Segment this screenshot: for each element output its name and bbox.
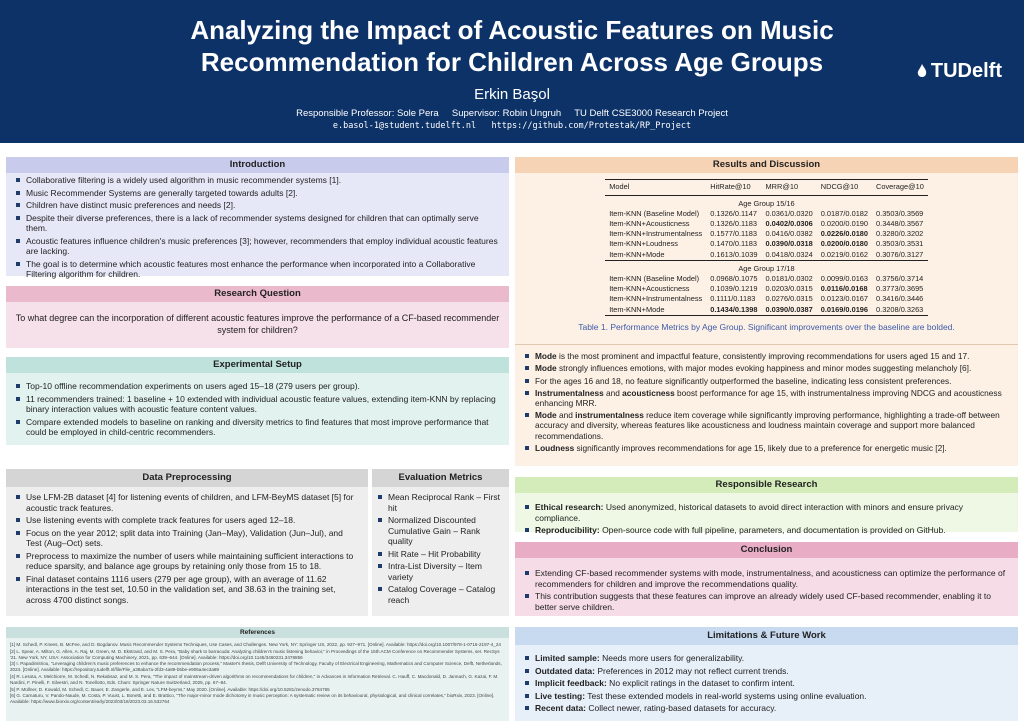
- table-cell: Item-KNN+Mode: [609, 249, 665, 259]
- table-cell: 0.0099/0.0163: [820, 273, 869, 283]
- table-cell: Item-KNN+Acousticness: [609, 218, 690, 228]
- data-preprocessing-section: [6, 469, 368, 616]
- table-cell: 0.0200/0.0180: [820, 239, 869, 249]
- list-item: Use listening events with complete track features for users aged 12–18.: [14, 515, 360, 526]
- reference-item: [6] G. Carnaturu, V. Pando-Naude, M. Costa, P. Vuust, L. Bonetti, and E. Brattico, "The major-minor mode dichotomy in music perception: A systematic review on its behavioural, physiological, and clinical correlates," bioRxiv, 2023. [Online]. Available: https://www.biorxiv.org/content/early/2023/03/18/2023.03.16.532764: [10, 693, 495, 705]
- limitations-section: [515, 627, 1018, 721]
- evaluation-metrics-heading: Evaluation Metrics: [372, 469, 509, 487]
- table-cell: Item-KNN (Baseline Model): [609, 273, 700, 283]
- list-item: Final dataset contains 1116 users (279 per age group), with an average of 11.62 interactions in the test set, 10.50 in the validation set, and 38.63 in the training set, across 4700 distinct songs.: [14, 574, 360, 606]
- table-cell: 0.0123/0.0167: [820, 294, 869, 304]
- table-cell: 0.3503/0.3531: [876, 239, 924, 249]
- table-cell: 0.3208/0.3263: [872, 305, 928, 316]
- table-cell: 0.1111/0.1183: [710, 294, 756, 304]
- poster-header: [0, 0, 1024, 143]
- table-caption: Table 1. Performance Metrics by Age Group. Significant improvements over the baseline are bolded.: [578, 321, 955, 332]
- table-cell: 0.1326/0.1183: [710, 218, 757, 228]
- list-item: Ethical research: Used anonymized, historical datasets to avoid direct interaction with minors and ensure privacy compliance.: [523, 502, 1010, 523]
- table-cell: 0.0416/0.0382: [765, 229, 813, 239]
- results-table: [605, 179, 928, 316]
- group-2-rows: [605, 260, 928, 315]
- tudelft-logo: [915, 60, 1002, 83]
- introduction-heading: Introduction: [6, 157, 509, 173]
- results-list: [523, 351, 1010, 453]
- table-row: [605, 229, 928, 239]
- list-item: Limited sample: Needs more users for generalizability.: [523, 653, 1010, 664]
- table-cell: Item-KNN+Acousticness: [609, 284, 690, 294]
- introduction-section: [6, 157, 509, 279]
- table-cell: 0.0402/0.0306: [765, 218, 813, 228]
- table-cell: 0.0219/0.0162: [820, 249, 869, 259]
- introduction-list: [14, 175, 501, 280]
- limitations-list: [523, 653, 1010, 714]
- list-item: Extending CF-based recommender systems with mode, instrumentalness, and acousticness can optimize the performance of recommenders for children and improve the recommendations quality.: [523, 568, 1010, 589]
- data-preprocessing-list: [14, 492, 360, 605]
- list-item: Focus on the year 2012; split data into Training (Jan–May), Validation (Jun–Jul), and Test (Aug–Oct) sets.: [14, 528, 360, 549]
- research-question-text: To what degree can the incorporation of different acoustic features improve the performance of a CF-based recommender system for children?: [6, 302, 509, 348]
- table-cell: 0.1326/0.1147: [710, 208, 757, 218]
- research-question-heading: Research Question: [6, 286, 509, 302]
- table-cell: 0.0116/0.0168: [820, 284, 868, 294]
- responsible-research-list: [523, 502, 1010, 536]
- list-item: Compare extended models to baseline on ranking and diversity metrics to find features that most improve performance that could be employed in child-centric recommenders.: [14, 417, 501, 438]
- table-cell: 0.3416/0.3446: [876, 294, 924, 304]
- list-item: Reproducibility: Open-source code with full pipeline, parameters, and documentation is provided on GitHub.: [523, 525, 1010, 536]
- group-1-rows: [605, 195, 928, 260]
- experimental-setup-list: [14, 381, 501, 438]
- list-item: Outdated data: Preferences in 2012 may not reflect current trends.: [523, 666, 1010, 677]
- table-cell: 0.0968/0.1075: [710, 273, 758, 283]
- column-header: NDCG@10: [817, 180, 872, 196]
- table-cell: 0.0418/0.0324: [765, 249, 813, 259]
- list-item: Use LFM-2B dataset [4] for listening events of children, and LFM-BeyMS dataset [5] for acoustic track features.: [14, 492, 360, 513]
- table-row: [605, 250, 928, 261]
- table-cell: 0.1577/0.1183: [710, 229, 757, 239]
- list-item: Mode strongly influences emotions, with major modes evoking happiness and minor modes suggesting melancholy [6].: [523, 363, 1010, 373]
- column-header: Coverage@10: [872, 180, 928, 196]
- experimental-setup-section: [6, 357, 509, 445]
- table-cell: 0.1039/0.1219: [710, 284, 758, 294]
- table-cell: 0.3448/0.3567: [876, 218, 924, 228]
- table-row: [605, 284, 928, 294]
- evaluation-metrics-section: [372, 469, 509, 616]
- table-cell: 0.0390/0.0318: [765, 239, 813, 249]
- reference-item: [4] R. Lesota, A. Melchiorre, M. Schedl, N. Rekabsaz, and M. S. Pera, "The impact of mainstream-driven algorithms on recommendations for children," in Advances in Information Retrieval. C. Hauff, C. Macdonald, D. Jannach, G. Kazai, F. M. Nardini, F. Pinelli, F. Silvestri, and N. Tonellotto, Eds. Cham: Springer Nature Switzerland, 2025, pp. 67–84.: [10, 673, 499, 685]
- age-group-label: Age Group 15/16: [738, 198, 795, 208]
- title-line-2: Recommendation for Children Across Age Groups: [200, 47, 824, 77]
- reference-item: [1] M. Schedl, P. Knees, B. McFee, and D. Bogdanov. Music Recommender Systems Techniques, Use Cases, and Challenges. New York, NY: Springer US, 2022, pp. 927–971. [Online]. Available: https://doi.org/10.1007/978-1-0716-2197-4_24: [10, 642, 501, 647]
- reference-item: [2] L. Spear, A. Milton, G. Allen, A. Raj, M. Green, M. D. Ekstrand, and M. S. Pera, "Baby shark to barracuda: Analyzing children's music listening behavior," in Proceedings of the 15th ACM Conference on Recommender Systems, ser. RecSys '21. New York, NY, USA: Association for Computing Machinery, 2021, pp. 639–644. [Online]. Available: https://doi.org/10.1145/3460231.3478856: [10, 648, 500, 660]
- list-item: Top-10 offline recommendation experiments on users aged 15–18 (279 users per group).: [14, 381, 501, 392]
- responsible-research-section: [515, 477, 1018, 535]
- data-preprocessing-heading: Data Preprocessing: [6, 469, 368, 487]
- research-question-section: [6, 286, 509, 348]
- results-section: [515, 157, 1018, 466]
- list-item: Music Recommender Systems are generally targeted towards adults [2].: [14, 188, 501, 199]
- table-cell: 0.0361/0.0320: [765, 208, 813, 218]
- author-name: Erkin Başol: [474, 86, 550, 103]
- table-cell: 0.0276/0.0315: [765, 294, 813, 304]
- experimental-setup-heading: Experimental Setup: [6, 357, 509, 373]
- responsible-research-heading: Responsible Research: [515, 477, 1018, 493]
- list-item: Hit Rate – Hit Probability: [376, 549, 507, 560]
- list-item: Despite their diverse preferences, there is a lack of recommender systems designed for children that can optimally serve them.: [14, 213, 501, 234]
- table-cell: Item-KNN+Instrumentalness: [609, 294, 703, 304]
- conclusion-section: [515, 542, 1018, 616]
- list-item: Preprocess to maximize the number of users while maintaining sufficient interactions to reduce sparsity, and balance age groups by retaining only those from 15 to 18.: [14, 551, 360, 572]
- list-item: Loudness significantly improves recommendations for age 15, likely due to a preference for energetic music [2].: [523, 443, 1010, 453]
- table-cell: 0.1470/0.1183: [710, 239, 757, 249]
- table-row: [605, 305, 928, 316]
- list-item: Collaborative filtering is a widely used algorithm in music recommender systems [1].: [14, 175, 501, 186]
- limitations-heading: Limitations & Future Work: [515, 627, 1018, 645]
- table-row: [605, 294, 928, 304]
- list-item: Recent data: Collect newer, rating-based datasets for accuracy.: [523, 703, 1010, 714]
- list-item: 11 recommenders trained: 1 baseline + 10 extended with individual acoustic feature values, extending item-KNN by replacing binary interaction values with acoustic feature content values.: [14, 394, 501, 415]
- list-item: Intra-List Diversity – Item variety: [376, 561, 507, 582]
- table-cell: Item-KNN (Baseline Model): [609, 208, 700, 218]
- list-item: Acoustic features influence children's music preferences [3]; however, recommenders that employ individual acoustic features are lacking.: [14, 236, 501, 257]
- flame-icon: [915, 63, 929, 81]
- table-row: [605, 239, 928, 249]
- table-row: [605, 274, 928, 284]
- list-item: Implicit feedback: No explicit ratings in the dataset to confirm intent.: [523, 678, 1010, 689]
- table-cell: 0.0200/0.0190: [820, 218, 869, 228]
- list-item: Mode and instrumentalness reduce item coverage while significantly improving performance, highlighting a trade-off between accuracy and diversity, whereas features like acousticness and loudness maintain coverage and support more balanced recommendations.: [523, 410, 1010, 441]
- age-group-label: Age Group 17/18: [605, 260, 928, 274]
- table-cell: Item-KNN+Mode: [605, 305, 706, 316]
- table-cell: 0.0390/0.0387: [762, 305, 817, 316]
- table-cell: 0.1613/0.1039: [710, 249, 758, 259]
- list-item: The goal is to determine which acoustic features most enhance the performance when incorporated into a Collaborative Filtering algorithm for children.: [14, 259, 501, 280]
- conclusion-heading: Conclusion: [515, 542, 1018, 558]
- list-item: For the ages 16 and 18, no feature significantly outperformed the baseline, indicating less consistent preferences.: [523, 376, 1010, 386]
- table-cell: 0.3076/0.3127: [876, 249, 924, 259]
- references-section: [6, 627, 509, 721]
- table-cell: 0.3756/0.3714: [876, 273, 924, 283]
- table-row: [605, 219, 928, 229]
- list-item: Normalized Discounted Cumulative Gain – Rank quality: [376, 515, 507, 547]
- list-item: Instrumentalness and acousticness boost performance for age 15, with instrumentalness improving NDCG and acousticness enhancing MRR.: [523, 388, 1010, 408]
- table-cell: Item-KNN+Loudness: [609, 239, 678, 249]
- list-item: This contribution suggests that these features can improve an already widely used CF-based recommender, enabling it to better serve children.: [523, 591, 1010, 612]
- list-item: Mean Reciprocal Rank – First hit: [376, 492, 507, 513]
- table-cell: 0.1434/0.1398: [706, 305, 761, 316]
- reference-item: [5] P. Müllner, D. Kowald, M. Schedl, C. Bauer, E. Zangerle, and E. Lex, "LFM-beyms," May 2020. [Online]. Available: https://doi.org/10.5281/zenodo.3784765: [10, 686, 330, 692]
- table-cell: Item-KNN+Instrumentalness: [609, 229, 703, 239]
- list-item: Live testing: Test these extended models in real-world systems using online evaluation.: [523, 691, 1010, 702]
- list-item: Catalog Coverage – Catalog reach: [376, 584, 507, 605]
- contact-links[interactable]: e.basol-1@student.tudelft.nl https://github.com/Protestak/RP_Project: [332, 121, 692, 131]
- table-cell: 0.0203/0.0315: [765, 284, 813, 294]
- results-heading: Results and Discussion: [515, 157, 1018, 173]
- table-cell: 0.0226/0.0180: [820, 229, 869, 239]
- table-row: [605, 209, 928, 219]
- reference-item: [3] I. Papadimitriou, "Leveraging children's music preferences to enhance the recommendation process," Master's thesis, Delft University of Technology, Faculty of Electrical Engineering, Mathematics and Computer Science, Delft, Netherlands, 2024. [Online]. Available: https://repository.tudelft.nl/file/File_a38aba7a-2fd3-4a89-b5be-e905a4ec3a89: [10, 661, 502, 673]
- title-line-1: Analyzing the Impact of Acoustic Features on Music: [190, 15, 834, 45]
- conclusion-list: [523, 568, 1010, 612]
- column-header: Model: [605, 180, 706, 196]
- list-item: Mode is the most prominent and impactful feature, consistently improving recommendations for users aged 15 and 17.: [523, 351, 1010, 361]
- column-header: HitRate@10: [706, 180, 761, 196]
- table-cell: 0.0187/0.0182: [820, 208, 869, 218]
- table-cell: 0.3280/0.3202: [876, 229, 924, 239]
- list-item: Children have distinct music preferences and needs [2].: [14, 200, 501, 211]
- table-cell: 0.0181/0.0302: [765, 273, 813, 283]
- table-cell: 0.3773/0.3695: [876, 284, 924, 294]
- affiliation: Responsible Professor: Sole Pera Supervisor: Robin Ungruh TU Delft CSE3000 Research Project: [296, 108, 728, 119]
- logo-text: TUDelft: [930, 60, 1002, 82]
- table-cell: 0.0169/0.0196: [817, 305, 872, 316]
- references-heading: References: [6, 627, 509, 638]
- poster-title: [0, 14, 1024, 78]
- evaluation-metrics-list: [376, 492, 507, 605]
- column-header: MRR@10: [762, 180, 817, 196]
- table-cell: 0.3503/0.3569: [876, 208, 924, 218]
